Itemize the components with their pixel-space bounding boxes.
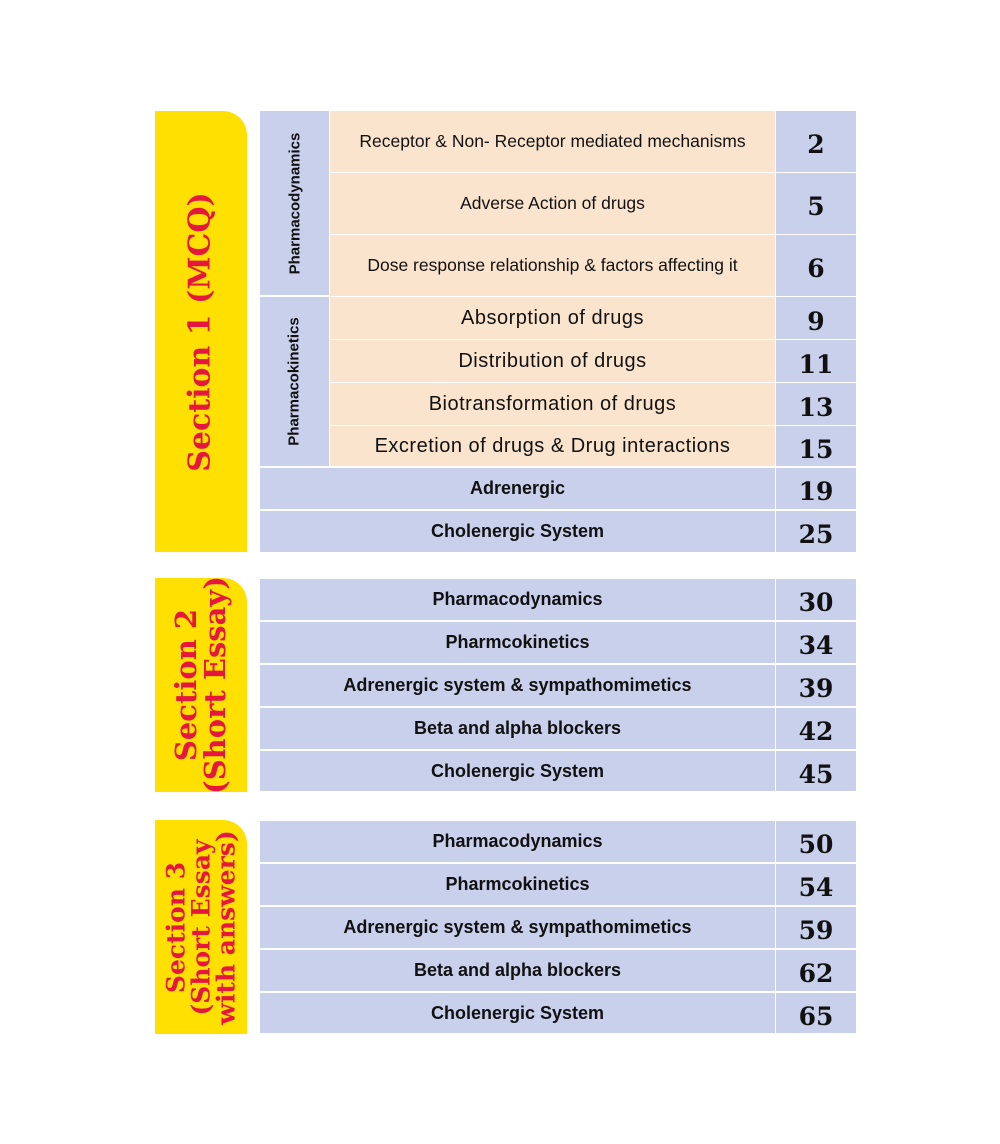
page-number: 9 [776, 297, 856, 339]
topic-cell: Adrenergic [260, 468, 775, 509]
page-number: 45 [776, 751, 856, 791]
page-number: 30 [776, 579, 856, 620]
topic-cell: Adrenergic system & sympathomimetics [260, 907, 775, 948]
section-2-title: Section 2 [169, 608, 204, 762]
group-pharmacodynamics [260, 111, 329, 295]
topic-cell: Beta and alpha blockers [260, 708, 775, 749]
table-row [260, 708, 856, 749]
section-2-tab [155, 578, 247, 792]
table-row [260, 864, 856, 905]
table-row [260, 340, 856, 382]
page-number: 34 [776, 622, 856, 663]
table-row [260, 907, 856, 948]
table-row [260, 235, 856, 296]
table-row [260, 821, 856, 862]
table-row [260, 297, 856, 339]
page-number: 5 [776, 173, 856, 234]
topic-cell: Beta and alpha blockers [260, 950, 775, 991]
table-row [260, 950, 856, 991]
page-number: 59 [776, 907, 856, 948]
topic-cell: Adverse Action of drugs [330, 173, 775, 234]
topic-cell: Absorption of drugs [330, 297, 775, 339]
section-2-table [260, 579, 856, 791]
group-pharmacokinetics [260, 297, 329, 466]
table-row [260, 579, 856, 620]
page-number: 6 [776, 235, 856, 296]
section-1-table [260, 111, 856, 552]
topic-cell: Distribution of drugs [330, 340, 775, 382]
table-row [260, 665, 856, 706]
group-label: Pharmacodynamics [286, 132, 304, 274]
page-number: 19 [776, 468, 856, 509]
page-number: 11 [776, 340, 856, 382]
topic-cell: Biotransformation of drugs [330, 383, 775, 425]
topic-cell: Cholenergic System [260, 511, 775, 552]
topic-cell: Cholenergic System [260, 751, 775, 791]
table-row [260, 426, 856, 466]
topic-cell: Pharmcokinetics [260, 622, 775, 663]
table-row [260, 111, 856, 172]
topic-cell: Adrenergic system & sympathomimetics [260, 665, 775, 706]
page-number: 50 [776, 821, 856, 862]
page-number: 42 [776, 708, 856, 749]
table-row [260, 511, 856, 552]
section-1-title: Section 1 (MCQ) [183, 191, 218, 472]
group-label: Pharmacokinetics [286, 317, 303, 446]
topic-cell: Pharmcokinetics [260, 864, 775, 905]
section-3-tab [155, 820, 247, 1034]
section-3-subtitle-2: with answers) [211, 829, 241, 1025]
topic-cell: Pharmacodynamics [260, 579, 775, 620]
topic-cell: Excretion of drugs & Drug interactions [330, 426, 775, 466]
page-number: 62 [776, 950, 856, 991]
section-3-title: Section 3 [161, 861, 191, 993]
page-number: 25 [776, 511, 856, 552]
table-row [260, 468, 856, 509]
page-number: 54 [776, 864, 856, 905]
page-number: 13 [776, 383, 856, 425]
section-1-tab [155, 111, 247, 552]
section-3-subtitle-1: (Short Essay [186, 838, 216, 1016]
section-3-table [260, 821, 856, 1033]
table-row [260, 622, 856, 663]
table-row [260, 751, 856, 791]
page-number: 39 [776, 665, 856, 706]
topic-cell: Receptor & Non- Receptor mediated mechanisms [330, 111, 775, 172]
table-row [260, 383, 856, 425]
table-row [260, 173, 856, 234]
topic-cell: Pharmacodynamics [260, 821, 775, 862]
topic-cell: Dose response relationship & factors affecting it [330, 235, 775, 296]
page-number: 15 [776, 426, 856, 466]
topic-cell: Cholenergic System [260, 993, 775, 1033]
page-number: 65 [776, 993, 856, 1033]
table-row [260, 993, 856, 1033]
page-number: 2 [776, 111, 856, 172]
section-2-subtitle: (Short Essay) [198, 576, 233, 794]
